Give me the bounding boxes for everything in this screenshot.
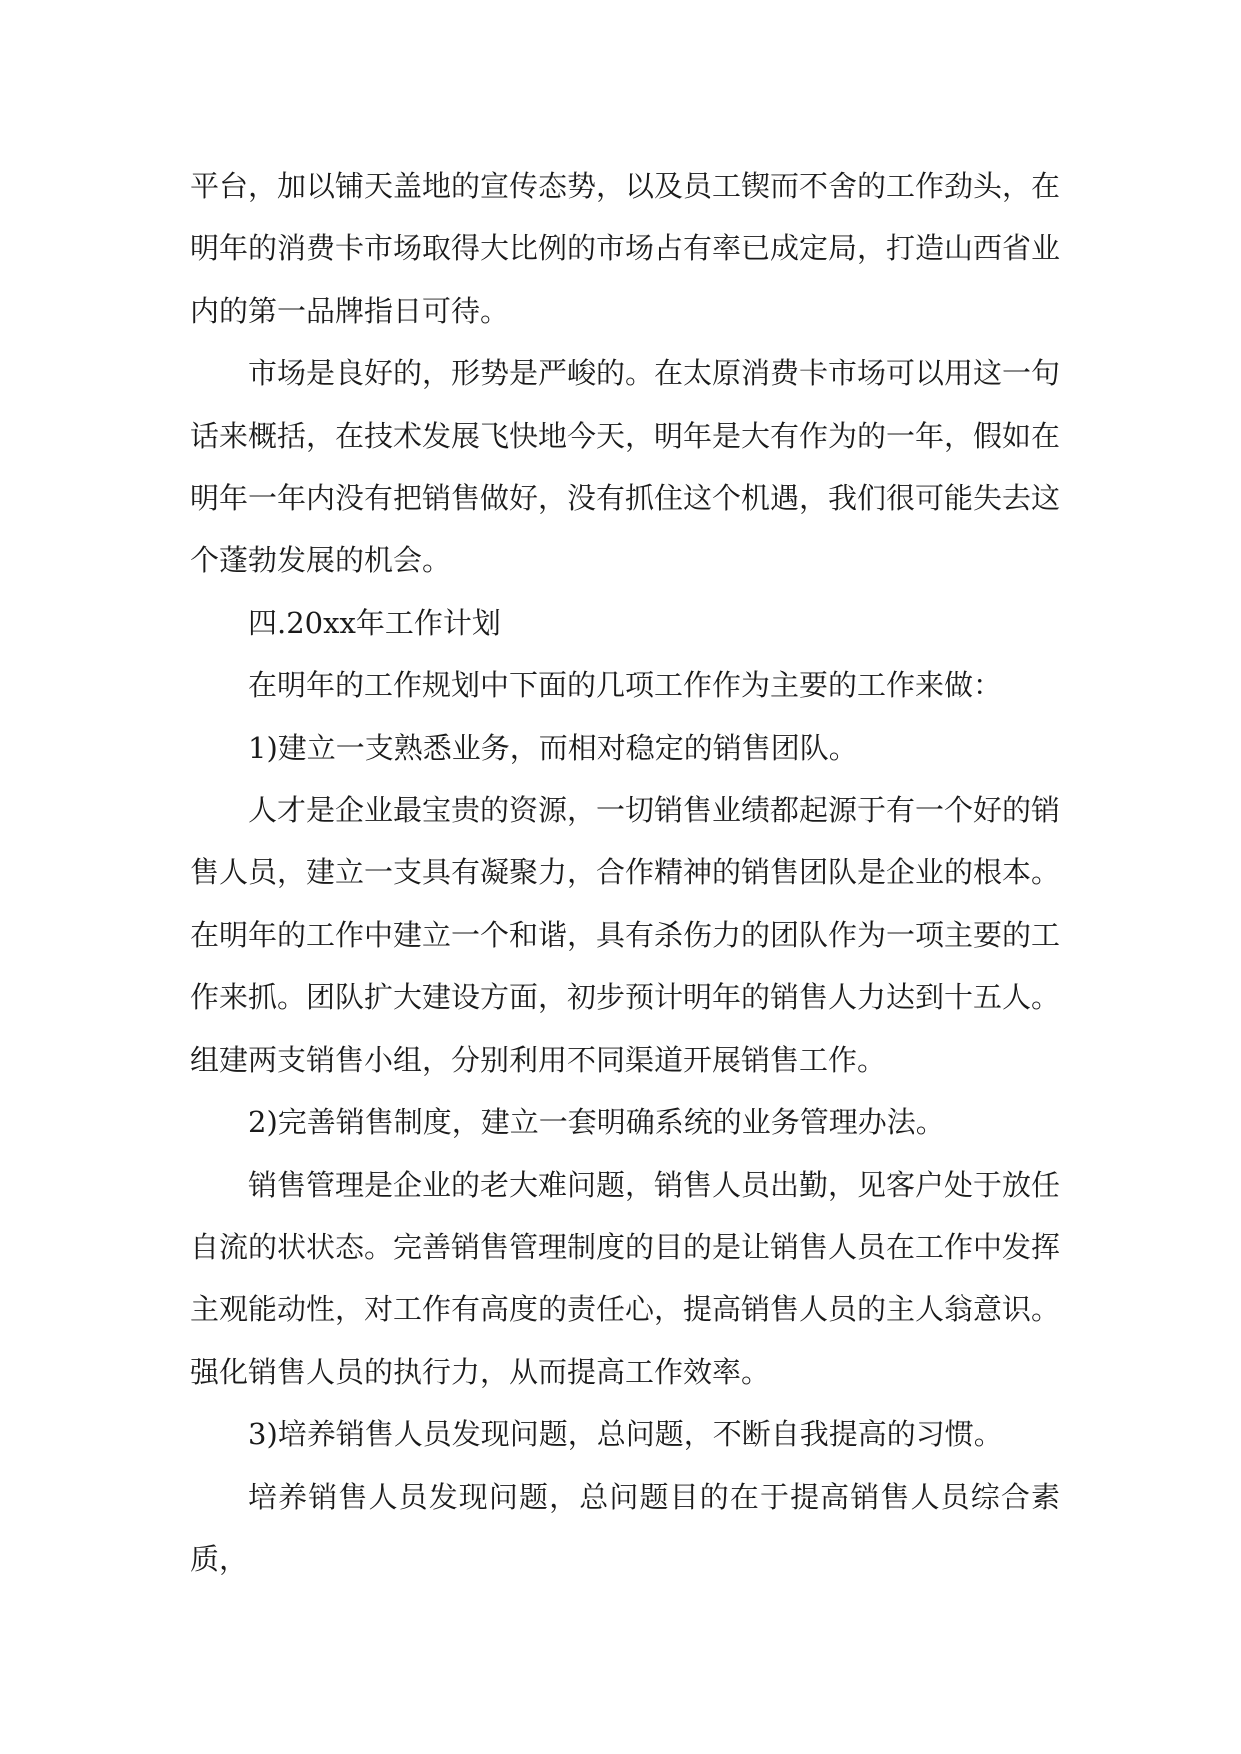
paragraph-plan-intro: 在明年的工作规划中下面的几项工作作为主要的工作来做： xyxy=(248,668,1003,703)
document-body xyxy=(190,155,1060,1590)
plan-item-1-body: 人才是企业最宝贵的资源，一切销售业绩都起源于有一个好的销售人员，建立一支具有凝聚力，合作精神的销售团队是企业的根本。在明年的工作中建立一个和谐，具有杀伤力的团队作为一项主要的工作来抓。团队扩大建设方面，初步预计明年的销售人力达到十五人。组建两支销售小组，分别利用不同渠道开展销售工作。 xyxy=(190,793,1061,1077)
plan-item-3-heading: 3)培养销售人员发现问题，总问题，不断自我提高的习惯。 xyxy=(248,1417,1003,1452)
plan-item-1-heading: 1)建立一支熟悉业务，而相对稳定的销售团队。 xyxy=(248,730,858,765)
section-heading-work-plan: 四.20xx年工作计划 xyxy=(248,605,501,640)
plan-item-3-body: 培养销售人员发现问题，总问题目的在于提高销售人员综合素质， xyxy=(190,1479,1060,1576)
plan-item-2-heading: 2)完善销售制度，建立一套明确系统的业务管理办法。 xyxy=(248,1105,945,1140)
plan-item-2-body: 销售管理是企业的老大难问题，销售人员出勤，见客户处于放任自流的状状态。完善销售管理制度的目的是让销售人员在工作中发挥主观能动性，对工作有高度的责任心，提高销售人员的主人翁意识。强化销售人员的执行力，从而提高工作效率。 xyxy=(190,1167,1061,1389)
paragraph-market-situation: 市场是良好的，形势是严峻的。在太原消费卡市场可以用这一句话来概括，在技术发展飞快地今天，明年是大有作为的一年，假如在明年一年内没有把销售做好，没有抓住这个机遇，我们很可能失去这个蓬勃发展的机会。 xyxy=(190,356,1061,578)
paragraph-continuation: 平台，加以铺天盖地的宣传态势，以及员工锲而不舍的工作劲头，在明年的消费卡市场取得大比例的市场占有率已成定局，打造山西省业内的第一品牌指日可待。 xyxy=(190,169,1061,328)
